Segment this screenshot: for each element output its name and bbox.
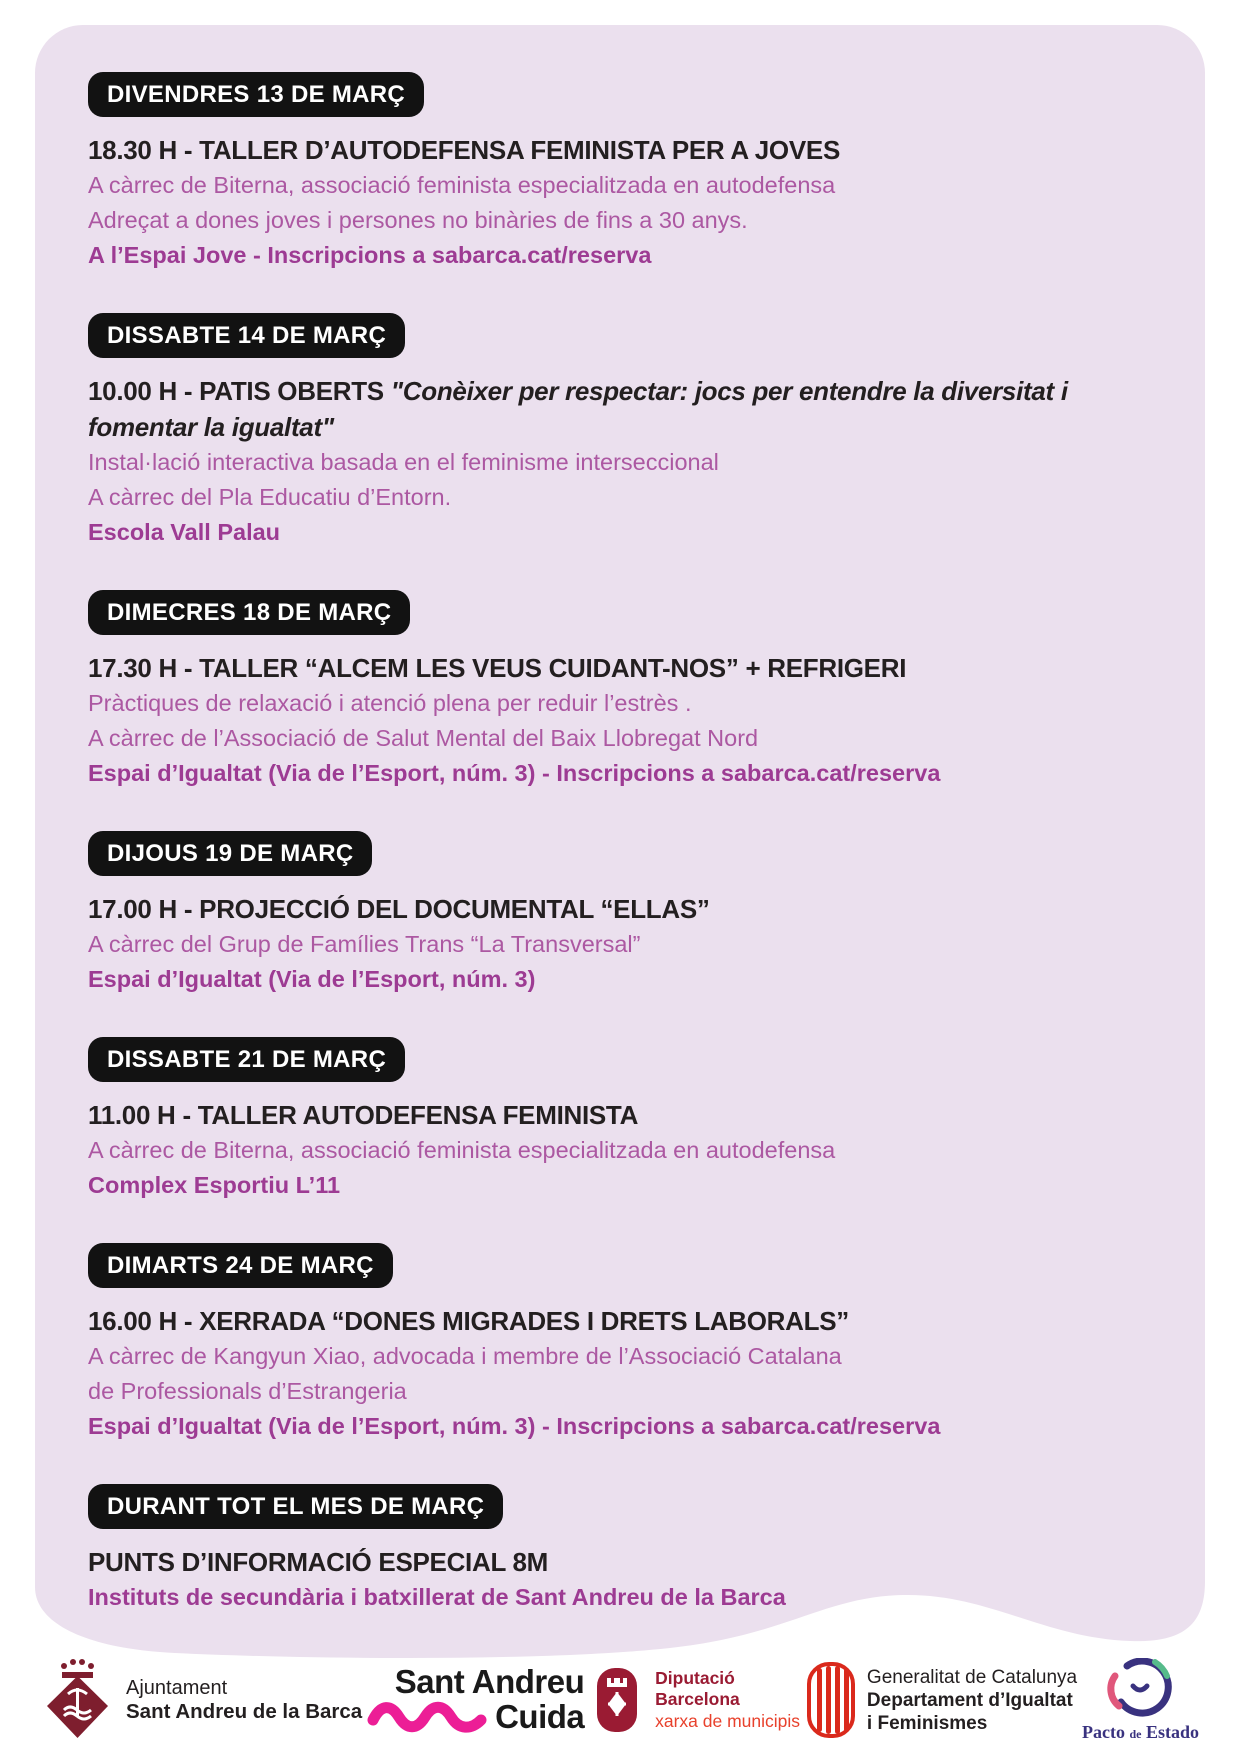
event-location: A l’Espai Jove - Inscripcions a sabarca.cat/reserva — [88, 242, 652, 268]
event-title-text: 18.30 H - TALLER D’AUTODEFENSA FEMINISTA PER A JOVES — [88, 135, 840, 165]
ajuntament-shield-icon — [42, 1658, 116, 1742]
generalitat-line3: i Feminismes — [866, 1712, 988, 1734]
event-description: A càrrec de l’Associació de Salut Mental del Baix Llobregat Nord — [88, 725, 759, 751]
event-section — [88, 1484, 1168, 1615]
event-title-text: 10.00 H - PATIS OBERTS — [88, 376, 391, 406]
event-title-text: 17.00 H - PROJECCIÓ DEL DOCUMENTAL “ELLAS” — [88, 894, 710, 924]
event-title — [88, 1544, 1168, 1580]
event-description: Pràctiques de relaxació i atenció plena per reduir l’estrès . — [88, 690, 692, 716]
event-description: de Professionals d’Estrangeria — [88, 1378, 407, 1404]
event-section — [88, 831, 1168, 997]
logo-pacto-de-estado — [1082, 1658, 1199, 1743]
generalitat-text — [867, 1666, 1077, 1735]
pacto-word2: de — [1129, 1726, 1142, 1741]
ajuntament-line1: Ajuntament — [126, 1677, 228, 1699]
event-title-text: 11.00 H - TALLER AUTODEFENSA FEMINISTA — [88, 1100, 639, 1130]
footer-logos — [0, 1650, 1241, 1750]
generalitat-line1: Generalitat de Catalunya — [866, 1666, 1078, 1688]
event-section — [88, 590, 1168, 791]
cuida-line1: Sant Andreu — [394, 1663, 585, 1700]
event-description: A càrrec del Grup de Famílies Trans “La Transversal” — [88, 931, 641, 957]
event-location: Instituts de secundària i batxillerat de Sant Andreu de la Barca — [88, 1584, 786, 1610]
event-list — [88, 72, 1168, 1655]
event-title-text: 16.00 H - XERRADA “DONES MIGRADES I DRETS LABORALS” — [88, 1306, 849, 1336]
event-section — [88, 313, 1168, 550]
diputacio-text — [655, 1668, 800, 1732]
event-description: A càrrec del Pla Educatiu d’Entorn. — [88, 484, 452, 510]
event-location: Espai d’Igualtat (Via de l’Esport, núm. 3) - Inscripcions a sabarca.cat/reserva — [88, 1413, 941, 1439]
pacto-label — [1082, 1722, 1199, 1743]
event-title-text: PUNTS D’INFORMACIÓ ESPECIAL 8M — [88, 1547, 549, 1577]
logo-diputacio — [589, 1662, 800, 1738]
diputacio-line1: Diputació — [655, 1668, 735, 1688]
date-badge: DIMECRES 18 DE MARÇ — [88, 590, 410, 635]
pacto-word3: Estado — [1145, 1721, 1199, 1742]
date-badge: DURANT TOT EL MES DE MARÇ — [88, 1484, 503, 1529]
date-badge: DIJOUS 19 DE MARÇ — [88, 831, 372, 876]
event-section — [88, 1037, 1168, 1203]
event-title-text: 17.30 H - TALLER “ALCEM LES VEUS CUIDANT-NOS” + REFRIGERI — [88, 653, 907, 683]
diputacio-line3: xarxa de municipis — [655, 1711, 801, 1731]
event-title-quote: "Conèixer per respectar: jocs per entendre la diversitat i fomentar la igualtat" — [88, 376, 1068, 442]
diputacio-badge-icon — [589, 1662, 645, 1738]
event-title — [88, 1303, 1168, 1339]
date-badge: DIMARTS 24 DE MARÇ — [88, 1243, 393, 1288]
pink-squiggle-icon — [367, 1700, 487, 1734]
date-badge: DISSABTE 21 DE MARÇ — [88, 1037, 405, 1082]
event-title — [88, 373, 1168, 445]
pacto-word1: Pacto — [1081, 1721, 1125, 1742]
event-section — [88, 1243, 1168, 1444]
date-badge: DIVENDRES 13 DE MARÇ — [88, 72, 424, 117]
event-location: Escola Vall Palau — [88, 519, 281, 545]
senyera-shield-icon — [805, 1660, 857, 1740]
logo-sant-andreu-cuida — [367, 1665, 584, 1735]
event-title — [88, 650, 1168, 686]
event-title — [88, 132, 1168, 168]
event-description: A càrrec de Biterna, associació feminista especialitzada en autodefensa — [88, 172, 836, 198]
ajuntament-line2: Sant Andreu de la Barca — [126, 1700, 363, 1723]
event-location: Complex Esportiu L’11 — [88, 1172, 341, 1198]
event-description: A càrrec de Kangyun Xiao, advocada i membre de l’Associació Catalana — [88, 1343, 842, 1369]
logo-ajuntament — [42, 1658, 362, 1742]
event-description: Adreçat a dones joves i persones no binàries de fins a 30 anys. — [88, 207, 748, 233]
event-description: A càrrec de Biterna, associació feminista especialitzada en autodefensa — [88, 1137, 836, 1163]
event-title — [88, 891, 1168, 927]
generalitat-line2: Departament d’Igualtat — [866, 1689, 1073, 1711]
event-location: Espai d’Igualtat (Via de l’Esport, núm. 3) — [88, 966, 536, 992]
cuida-line2: Cuida — [495, 1698, 585, 1735]
diputacio-line2: Barcelona — [655, 1689, 740, 1709]
pacto-arcs-icon — [1103, 1658, 1177, 1720]
cuida-row — [367, 1699, 584, 1735]
ajuntament-text — [126, 1677, 362, 1723]
event-section — [88, 72, 1168, 273]
event-description: Instal·lació interactiva basada en el feminisme interseccional — [88, 449, 719, 475]
logo-generalitat — [805, 1660, 1077, 1740]
date-badge: DISSABTE 14 DE MARÇ — [88, 313, 405, 358]
event-location: Espai d’Igualtat (Via de l’Esport, núm. 3) - Inscripcions a sabarca.cat/reserva — [88, 760, 941, 786]
event-title — [88, 1097, 1168, 1133]
